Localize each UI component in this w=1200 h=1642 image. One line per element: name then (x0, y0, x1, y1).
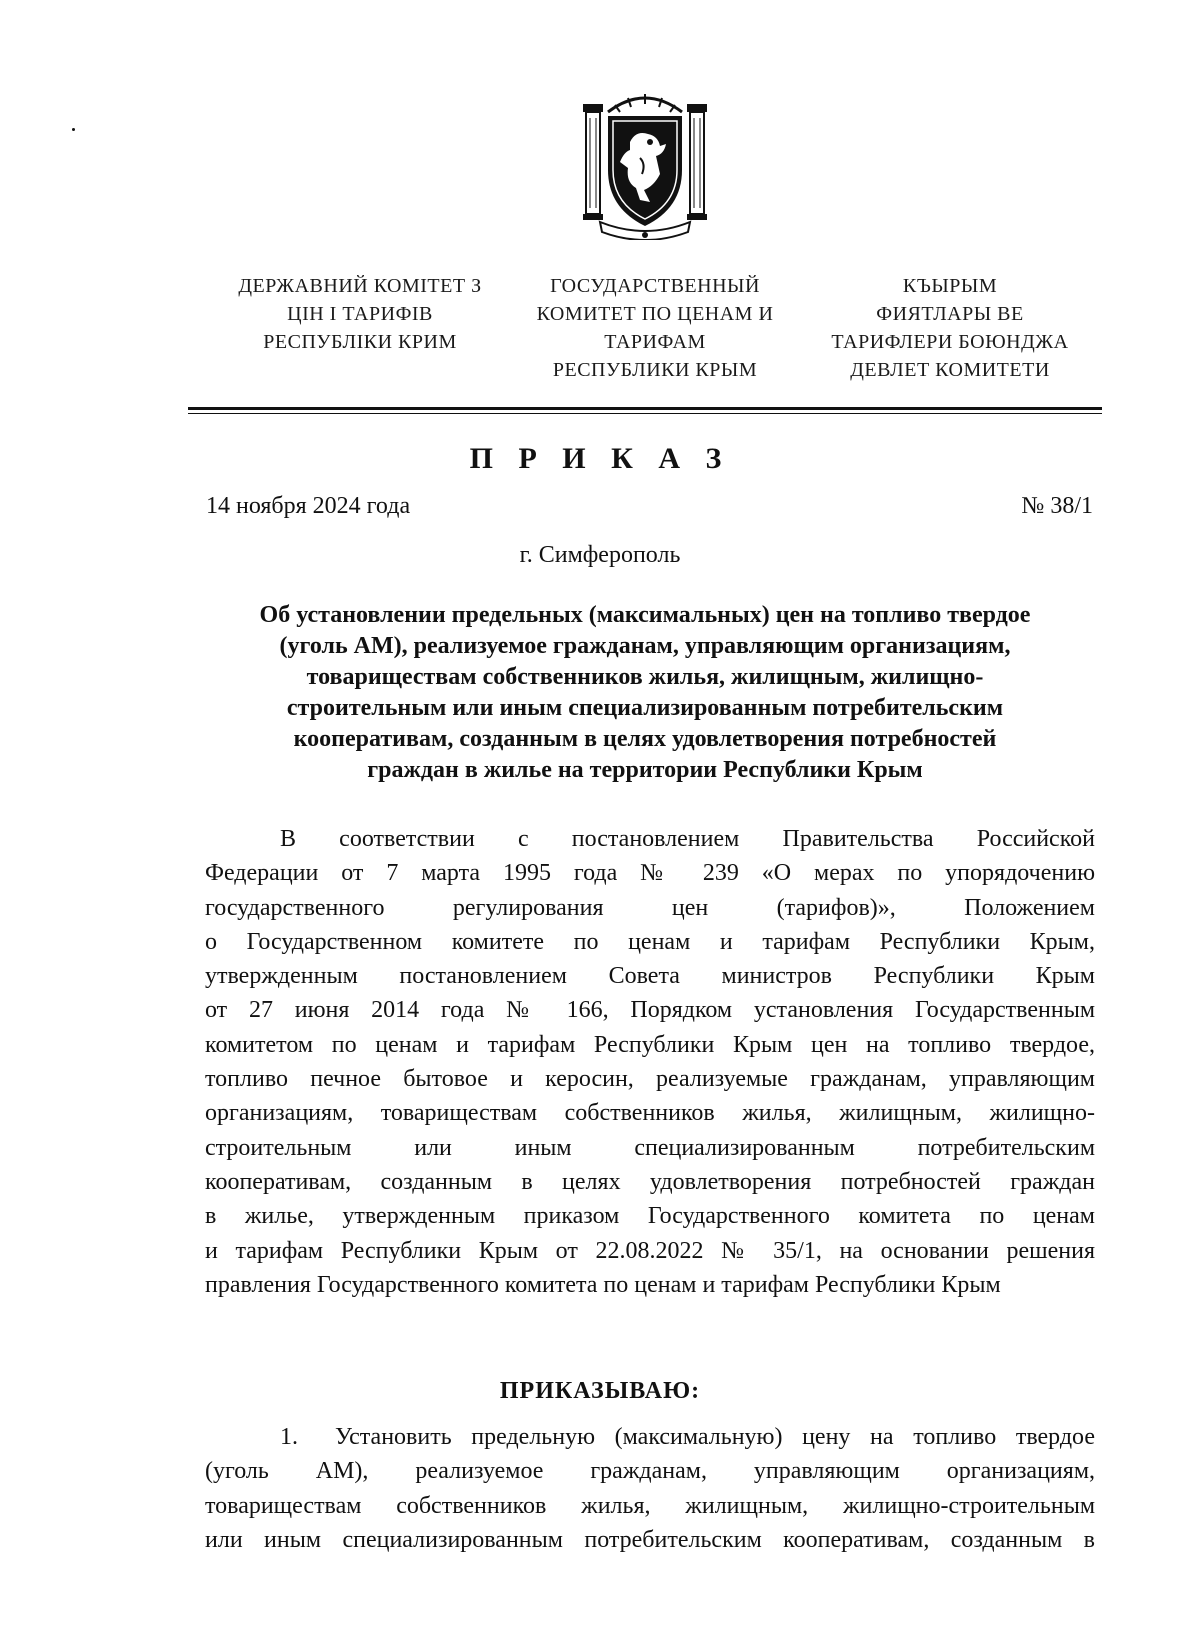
title-line: строительным или иным специализированным потребительским (286, 695, 1004, 721)
preamble-line: организациям, товариществам собственников жилья, жилищным, жилищно- (205, 1100, 1095, 1127)
title-line: Об установлении предельных (максимальных) цен на топливо твердое (259, 602, 1031, 628)
order-item-1 (205, 1420, 1095, 1557)
header-crimean-tatar-line: КЪЫРЫМ (902, 275, 998, 297)
document-number: № 38/1 (1021, 493, 1093, 519)
preamble-line: государственного регулирования цен (тарифов)», Положением (205, 894, 1095, 921)
preamble-line: комитетом по ценам и тарифам Республики Крым цен на топливо твердое, (205, 1031, 1095, 1058)
item-line-text: Установить предельную (максимальную) цену на топливо твердое (335, 1424, 1095, 1450)
header-crimean-tatar-line: ДЕВЛЕТ КОМИТЕТИ (850, 359, 1050, 381)
document-type: П Р И К А З (469, 442, 731, 475)
header-divider-thin (188, 413, 1102, 414)
header-russian-line: ГОСУДАРСТВЕННЫЙ (550, 275, 760, 297)
preamble-line: о Государственном комитете по ценам и тарифам Республики Крым, (205, 928, 1095, 955)
title-line: граждан в жилье на территории Республики Крым (367, 757, 923, 783)
preamble-line: топливо печное бытовое и керосин, реализуемые гражданам, управляющим (205, 1066, 1095, 1093)
header-ukrainian (210, 272, 510, 356)
preamble-line: В соответствии с постановлением Правительства Российской (280, 826, 1095, 852)
preamble-line: от 27 июня 2014 года № 166, Порядком установления Государственным (205, 997, 1095, 1024)
crimea-coat-of-arms-icon (580, 90, 710, 240)
header-ukrainian-line: ДЕРЖАВНИЙ КОМІТЕТ З (238, 275, 482, 297)
header-crimean-tatar-line: ФИЯТЛАРЫ ВЕ (876, 303, 1024, 325)
title-line: (уголь АМ), реализуемое гражданам, управляющим организациям, (279, 633, 1011, 659)
preamble-line: утвержденным постановлением Совета министров Республики Крым (205, 963, 1095, 990)
preamble-line: в жилье, утвержденным приказом Государственного комитета по ценам (205, 1203, 1095, 1230)
document-city: г. Симферополь (519, 542, 681, 568)
document-date: 14 ноября 2024 года (206, 493, 411, 519)
item-number: 1. (280, 1424, 298, 1450)
header-russian (510, 272, 800, 384)
header-crimean-tatar (805, 272, 1095, 384)
preamble-line: правления Государственного комитета по ценам и тарифам Республики Крым (205, 1271, 1001, 1298)
preamble-paragraph (205, 822, 1095, 1302)
header-russian-line: КОМИТЕТ ПО ЦЕНАМ И (536, 303, 774, 325)
preamble-line: кооперативам, созданным в целях удовлетворения потребностей граждан (205, 1168, 1095, 1195)
item-line: или иным специализированным потребительским кооперативам, созданным в (205, 1526, 1095, 1553)
header-divider (188, 407, 1102, 410)
item-line: товариществам собственников жилья, жилищным, жилищно-строительным (205, 1492, 1095, 1519)
preamble-line: Федерации от 7 марта 1995 года № 239 «О мерах по упорядочению (205, 860, 1095, 887)
preamble-line: и тарифам Республики Крым от 22.08.2022 № 35/1, на основании решения (205, 1237, 1095, 1264)
header-crimean-tatar-line: ТАРИФЛЕРИ БОЮНДЖА (831, 331, 1069, 353)
header-russian-line: ТАРИФАМ (604, 331, 706, 353)
item-line (205, 1420, 1095, 1454)
scan-speck (72, 128, 75, 131)
order-heading: ПРИКАЗЫВАЮ: (499, 1378, 701, 1404)
preamble-line: строительным или иным специализированным потребительским (205, 1134, 1095, 1161)
title-line: кооперативам, созданным в целях удовлетворения потребностей (293, 726, 997, 752)
item-line: (уголь АМ), реализуемое гражданам, управляющим организациям, (205, 1458, 1095, 1485)
header-russian-line: РЕСПУБЛИКИ КРЫМ (552, 359, 758, 381)
title-line: товариществам собственников жилья, жилищным, жилищно- (306, 664, 984, 690)
document-title (190, 600, 1100, 786)
header-ukrainian-line: РЕСПУБЛІКИ КРИМ (263, 331, 457, 353)
header-ukrainian-line: ЦІН І ТАРИФІВ (287, 303, 433, 325)
